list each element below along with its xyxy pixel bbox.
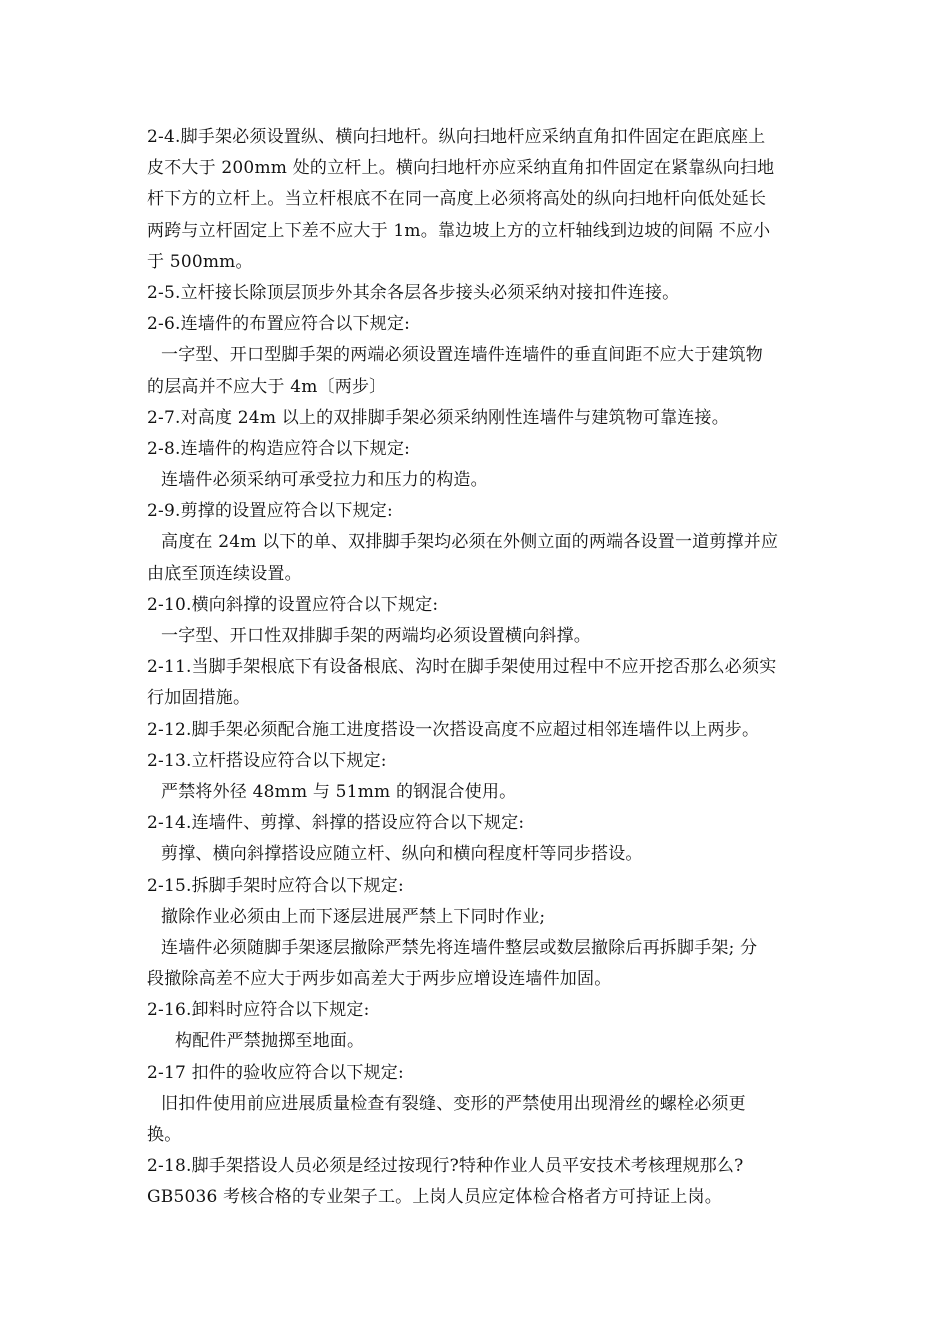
text-line-19: 行加固措施。 <box>147 688 251 709</box>
text-line-6: 2-5.立杆接长除顶层顶步外其余各层各步接头必须采纳对接扣件连接。 <box>147 282 680 303</box>
text-line-4: 两跨与立杆固定上下差不应大于 1m。靠边坡上方的立杆轴线到边坡的间隔 不应小 <box>147 220 771 241</box>
text-line-3: 杆下方的立杆上。当立杆根底不在同一高度上必须将高处的纵向扫地杆向低处延长 <box>147 189 767 210</box>
text-line-22: 严禁将外径 48mm 与 51mm 的钢混合使用。 <box>161 781 517 802</box>
text-line-1: 2-4.脚手架必须设置纵、横向扫地杆。纵向扫地杆应采纳直角扣件固定在距底座上 <box>147 127 766 147</box>
text-line-20: 2-12.脚手架必须配合施工进度搭设一次搭设高度不应超过相邻连墙件以上两步。 <box>147 719 760 740</box>
text-line-33: 换。 <box>147 1125 182 1145</box>
text-line-7: 2-6.连墙件的布置应符合以下规定: <box>147 314 411 335</box>
text-line-24: 剪撑、横向斜撑搭设应随立杆、纵向和横向程度杆等同步搭设。 <box>161 844 643 865</box>
text-line-16: 2-10.横向斜撑的设置应符合以下规定: <box>147 594 439 615</box>
text-line-21: 2-13.立杆搭设应符合以下规定: <box>147 750 387 771</box>
text-line-34: 2-18.脚手架搭设人员必须是经过按现行?特种作业人员平安技术考核理规那么? <box>147 1156 744 1177</box>
text-line-25: 2-15.拆脚手架时应符合以下规定: <box>147 875 404 896</box>
text-line-5: 于 500mm。 <box>147 251 253 272</box>
text-line-10: 2-7.对高度 24m 以上的双排脚手架必须采纳刚性连墙件与建筑物可靠连接。 <box>147 407 729 428</box>
text-line-13: 2-9.剪撑的设置应符合以下规定: <box>147 501 393 522</box>
text-line-26: 撤除作业必须由上而下逐层进展严禁上下同时作业; <box>161 906 546 927</box>
text-line-9: 的层高并不应大于 4m〔两步〕 <box>147 376 387 397</box>
text-line-18: 2-11.当脚手架根底下有设备根底、沟时在脚手架使用过程中不应开挖否那么必须实 <box>147 657 777 678</box>
text-line-31: 2-17 扣件的验收应符合以下规定: <box>147 1062 404 1083</box>
text-line-29: 2-16.卸料时应符合以下规定: <box>147 1000 370 1021</box>
text-line-2: 皮不大于 200mm 处的立杆上。横向扫地杆亦应采纳直角扣件固定在紧靠纵向扫地 <box>147 158 775 179</box>
text-line-28: 段撤除高差不应大于两步如高差大于两步应增设连墙件加固。 <box>147 969 612 990</box>
document-body <box>147 122 837 1214</box>
text-line-15: 由底至顶连续设置。 <box>147 563 302 584</box>
text-line-32: 旧扣件使用前应进展质量检查有裂缝、变形的严禁使用出现滑丝的螺栓必须更 <box>161 1093 746 1114</box>
text-line-12: 连墙件必须采纳可承受拉力和压力的构造。 <box>161 470 488 491</box>
text-line-14: 高度在 24m 以下的单、双排脚手架均必须在外侧立面的两端各设置一道剪撑并应 <box>161 532 779 553</box>
text-line-8: 一字型、开口型脚手架的两端必须设置连墙件连墙件的垂直间距不应大于建筑物 <box>161 345 763 366</box>
text-line-11: 2-8.连墙件的构造应符合以下规定: <box>147 438 411 459</box>
text-line-35: GB5036 考核合格的专业架子工。上岗人员应定体检合格者方可持证上岗。 <box>147 1187 722 1208</box>
text-line-17: 一字型、开口性双排脚手架的两端均必须设置横向斜撑。 <box>161 626 591 646</box>
text-line-30: 构配件严禁抛掷至地面。 <box>175 1031 365 1052</box>
text-line-23: 2-14.连墙件、剪撑、斜撑的搭设应符合以下规定: <box>147 813 525 834</box>
text-line-27: 连墙件必须随脚手架逐层撤除严禁先将连墙件整层或数层撤除后再拆脚手架; 分 <box>161 937 758 958</box>
